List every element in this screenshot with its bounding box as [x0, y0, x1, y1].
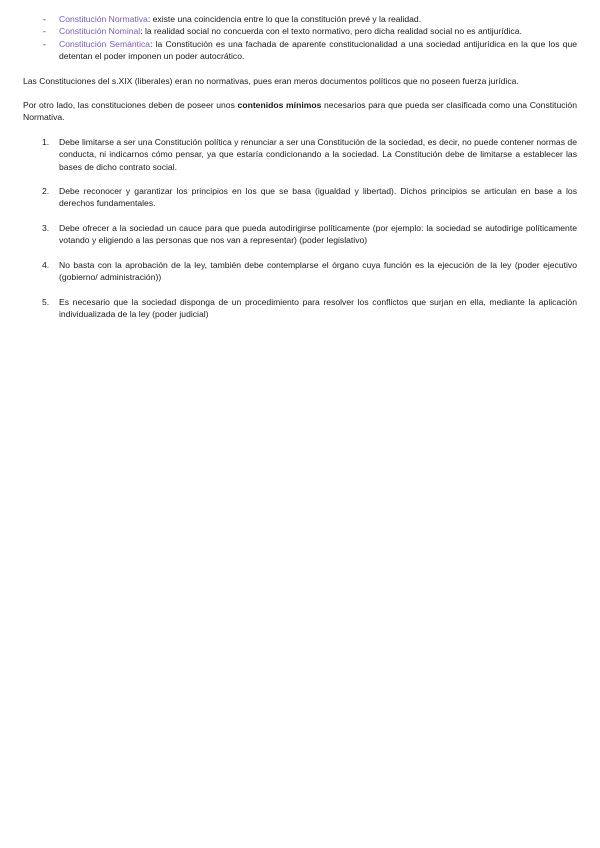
requirement-text: Es necesario que la sociedad disponga de un procedimiento para resolver los conflictos que surjan en ella, mediante la aplicación individualizada de la ley (poder judicial) [59, 296, 577, 319]
paragraph-liberal-constitutions: Las Constituciones del s.XIX (liberales) eran no normativas, pues eran meros documentos políticos que no poseen fuerza jurídica. [23, 75, 519, 86]
requirement-item-2 [23, 185, 577, 210]
paragraph-minimum-contents [23, 99, 577, 124]
requirement-item-5 [23, 296, 577, 321]
list-item-semantica [23, 38, 577, 63]
definition-normativa: : existe una coincidencia entre lo que la constitución prevé y la realidad. [147, 14, 422, 24]
minimum-contents-list [23, 136, 577, 320]
list-item-nominal [23, 25, 577, 37]
paragraph-2-after: necesarios para que pueda ser clasificada como una Constitución Normativa. [23, 100, 577, 123]
requirement-item-3 [23, 222, 577, 247]
requirement-text: Debe ofrecer a la sociedad un cauce para que pueda autodirigirse políticamente (por ejemplo: la sociedad se autodirige políticamente votando y eligiendo a las personas que nos van a representar) (poder legislativo) [59, 222, 577, 246]
list-item-normativa [23, 13, 577, 25]
requirement-item-1 [23, 136, 577, 173]
item-number: 2. [42, 186, 50, 197]
definition-semantica: : la Constitución es una fachada de aparente constitucionalidad a una sociedad antijurídica en la que los que detentan el poder imponen un poder autocrático. [59, 38, 577, 62]
requirement-text: Debe reconocer y garantizar los principios en los que se basa (igualdad y libertad). Dichos principios se articulan en base a los derechos fundamentales. [59, 186, 577, 209]
term-semantica: Constitución Semántica [59, 38, 151, 49]
definition-nominal: : la realidad social no concuerda con el texto normativo, pero dicha realidad social no es antijurídica. [140, 26, 522, 37]
item-number: 1. [42, 136, 50, 147]
term-normativa: Constitución Normativa [59, 14, 148, 24]
item-number: 4. [42, 259, 50, 270]
constitution-types-list [23, 13, 577, 63]
requirement-text: No basta con la aprobación de la ley, también debe contemplarse el órgano cuya función es la ejecución de la ley (poder ejecutivo (gobierno/ administración)) [59, 259, 577, 283]
dash-bullet: - [43, 38, 46, 49]
item-number: 3. [42, 222, 50, 233]
paragraph-2-before: Por otro lado, las constituciones deben de poseer unos [23, 100, 238, 111]
dash-bullet: - [43, 26, 46, 37]
paragraph-2-bold: contenidos mínimos [237, 100, 322, 111]
document-body [23, 13, 577, 332]
dash-bullet: - [43, 14, 46, 24]
requirement-text: Debe limitarse a ser una Constitución política y renunciar a ser una Constitución de la sociedad, es decir, no puede contener normas de conducta, ni indicarnos cómo pensar, ya que estaría condicionando a la sociedad. La Constitución debe de limitarse a establecer las bases de dicho contrato social. [59, 136, 577, 172]
requirement-item-4 [23, 259, 577, 284]
term-nominal: Constitución Nominal [59, 26, 141, 37]
item-number: 5. [42, 296, 50, 307]
